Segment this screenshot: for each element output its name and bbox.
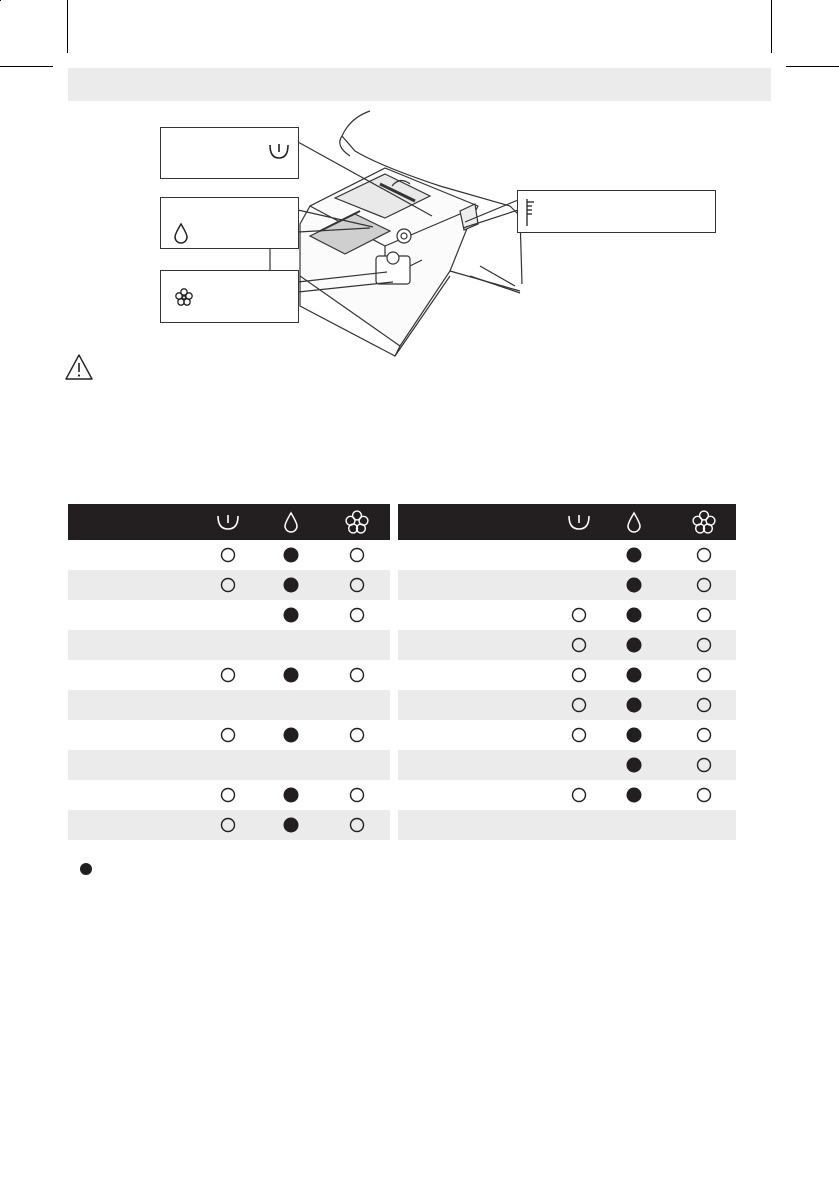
- prewash-tub-icon: [567, 512, 591, 532]
- table-row: [68, 570, 390, 600]
- flower-icon: [344, 509, 370, 535]
- table-row: [68, 780, 390, 810]
- empty-circle-icon: [571, 697, 587, 713]
- table-body: [68, 540, 390, 840]
- table-header: [68, 504, 390, 540]
- empty-circle-icon: [696, 697, 712, 713]
- empty-circle-icon: [349, 787, 365, 803]
- drop-icon: [626, 511, 642, 533]
- empty-circle-icon: [349, 607, 365, 623]
- filled-dot-icon: [626, 637, 642, 653]
- filled-dot-icon: [626, 607, 642, 623]
- empty-circle-icon: [220, 667, 236, 683]
- table-row: [398, 600, 736, 630]
- empty-circle-icon: [220, 787, 236, 803]
- filled-dot-icon: [283, 547, 299, 563]
- empty-circle-icon: [571, 727, 587, 743]
- empty-circle-icon: [349, 547, 365, 563]
- empty-circle-icon: [220, 817, 236, 833]
- filled-dot-icon: [283, 787, 299, 803]
- table-row: [68, 540, 390, 570]
- empty-circle-icon: [696, 607, 712, 623]
- empty-circle-icon: [349, 577, 365, 593]
- empty-circle-icon: [696, 787, 712, 803]
- prewash-tub-icon: [216, 512, 240, 532]
- filled-dot-icon: [283, 727, 299, 743]
- table-row: [398, 690, 736, 720]
- table-row: [68, 720, 390, 750]
- table-row: [68, 600, 390, 630]
- max-level-callout: [517, 190, 716, 233]
- empty-circle-icon: [571, 637, 587, 653]
- empty-circle-icon: [220, 547, 236, 563]
- table-header: [398, 504, 736, 540]
- drop-icon: [173, 222, 189, 244]
- empty-circle-icon: [571, 667, 587, 683]
- table-row: [398, 780, 736, 810]
- prewash-callout: [160, 127, 299, 179]
- warning-triangle-icon: [64, 352, 94, 382]
- filled-dot-icon: [283, 817, 299, 833]
- filled-dot-icon: [626, 547, 642, 563]
- empty-circle-icon: [696, 757, 712, 773]
- empty-circle-icon: [571, 607, 587, 623]
- drop-icon: [283, 511, 299, 533]
- flower-icon: [174, 287, 194, 307]
- table-row: [398, 720, 736, 750]
- table-row: [398, 630, 736, 660]
- softener-callout: [160, 270, 299, 323]
- filled-dot-icon: [626, 577, 642, 593]
- table-row: [398, 660, 736, 690]
- empty-circle-icon: [571, 787, 587, 803]
- table-row: [68, 810, 390, 840]
- filled-dot-icon: [626, 757, 642, 773]
- table-row: [398, 540, 736, 570]
- table-row: [68, 690, 390, 720]
- empty-circle-icon: [696, 667, 712, 683]
- filled-dot-icon: [626, 667, 642, 683]
- table-row: [68, 660, 390, 690]
- filled-dot-icon: [283, 577, 299, 593]
- filled-dot-icon: [283, 667, 299, 683]
- dosage-table-left: [68, 504, 390, 840]
- max-level-icon: [523, 196, 537, 228]
- filled-dot-icon: [626, 727, 642, 743]
- table-row: [398, 570, 736, 600]
- empty-circle-icon: [349, 727, 365, 743]
- empty-circle-icon: [696, 547, 712, 563]
- table-row: [68, 750, 390, 780]
- empty-circle-icon: [696, 727, 712, 743]
- empty-circle-icon: [349, 667, 365, 683]
- prewash-tub-icon: [268, 141, 290, 161]
- empty-circle-icon: [220, 727, 236, 743]
- filled-dot-icon: [626, 787, 642, 803]
- empty-circle-icon: [349, 817, 365, 833]
- table-body: [398, 540, 736, 840]
- filled-dot-icon: [79, 862, 93, 876]
- flower-icon: [691, 509, 717, 535]
- dosage-table-right: [398, 504, 736, 840]
- main-wash-callout: [160, 197, 299, 249]
- empty-circle-icon: [696, 637, 712, 653]
- table-row: [68, 630, 390, 660]
- empty-circle-icon: [220, 577, 236, 593]
- table-row: [398, 750, 736, 780]
- table-row: [398, 810, 736, 840]
- filled-dot-icon: [626, 697, 642, 713]
- filled-dot-icon: [283, 607, 299, 623]
- empty-circle-icon: [696, 577, 712, 593]
